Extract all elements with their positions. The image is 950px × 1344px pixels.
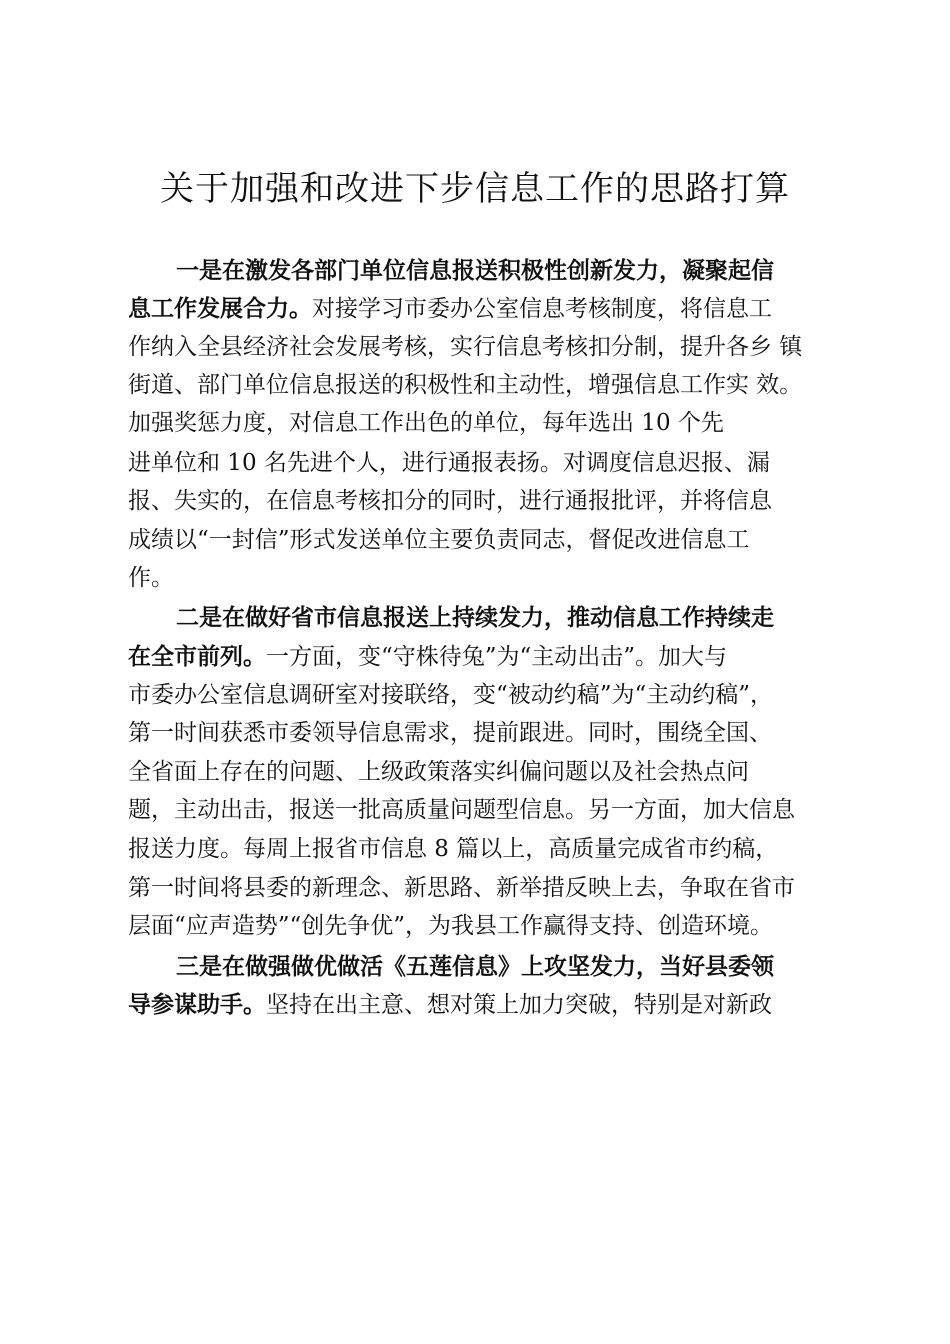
bold-heading: 导参谋助手。 (128, 992, 266, 1018)
body-text: 对接学习市委办公室信息考核制度，将信息工 (312, 296, 772, 322)
paragraph-2-line (128, 640, 727, 674)
body-text: 报送力度。每周上报省市信息 8 篇以上，高质量完成省市约稿， (128, 836, 779, 862)
paragraph-2-line (128, 678, 773, 712)
paragraph-2-line (128, 871, 795, 905)
body-text: 加强奖惩力度，对信息工作出色的单位，每年选出 10 个先 (128, 410, 724, 436)
paragraph-2-line (128, 755, 749, 789)
paragraph-1-line (128, 446, 770, 480)
paragraph-1-line (128, 368, 802, 402)
paragraph-1-line (176, 254, 774, 288)
paragraph-2-line (128, 832, 778, 866)
body-text: 题，主动出击，报送一批高质量问题型信息。另一方面，加大信息 (128, 797, 795, 823)
paragraph-1-line (128, 523, 750, 557)
bold-heading: 息工作发展合力。 (128, 296, 312, 322)
paragraph-2-line (128, 793, 795, 827)
paragraph-2-line (176, 601, 774, 635)
bold-heading: 在全市前列。 (128, 644, 266, 670)
body-text: 市委办公室信息调研室对接联络，变“被动约稿”为“主动约稿”， (128, 682, 774, 708)
body-text: 成绩以“一封信”形式发送单位主要负责同志，督促改进信息工 (128, 527, 750, 553)
paragraph-2-line (128, 716, 772, 750)
body-text: 作。 (128, 565, 174, 591)
body-text: 第一时间将县委的新理念、新思路、新举措反映上去，争取在省市 (128, 875, 795, 901)
body-text: 一方面，变“守株待兔”为“主动出击”。加大与 (266, 644, 728, 670)
body-text: 第一时间获悉市委领导信息需求，提前跟进。同时，围绕全国、 (128, 720, 772, 746)
paragraph-1-line (128, 406, 724, 440)
body-text: 层面“应声造势”“创先争优”，为我县工作赢得支持、创造环境。 (128, 913, 774, 939)
paragraph-1-line (128, 561, 174, 595)
paragraph-1-line (128, 484, 772, 518)
body-text: 报、失实的，在信息考核扣分的同时，进行通报批评，并将信息 (128, 488, 772, 514)
paragraph-1-line (128, 330, 802, 364)
bold-heading: 二是在做好省市信息报送上持续发力，推动信息工作持续走 (176, 605, 774, 631)
body-text: 作纳入全县经济社会发展考核，实行信息考核扣分制，提升各乡 镇 (128, 334, 803, 360)
body-text: 坚持在出主意、想对策上加力突破，特别是对新政 (266, 992, 772, 1018)
bold-heading: 三是在做强做优做活《五莲信息》上攻坚发力，当好县委领 (176, 954, 774, 980)
paragraph-3-line (128, 988, 772, 1022)
body-text: 街道、部门单位信息报送的积极性和主动性，增强信息工作实 效。 (128, 372, 803, 398)
paragraph-2-line (128, 909, 773, 943)
body-text: 进单位和 10 名先进个人，进行通报表扬。对调度信息迟报、漏 (128, 450, 770, 476)
paragraph-1-line (128, 292, 772, 326)
body-text: 全省面上存在的问题、上级政策落实纠偏问题以及社会热点问 (128, 759, 749, 785)
bold-heading: 一是在激发各部门单位信息报送积极性创新发力，凝聚起信 (176, 258, 774, 284)
paragraph-3-line (176, 950, 774, 984)
document-title: 关于加强和改进下步信息工作的思路打算 (160, 169, 790, 209)
